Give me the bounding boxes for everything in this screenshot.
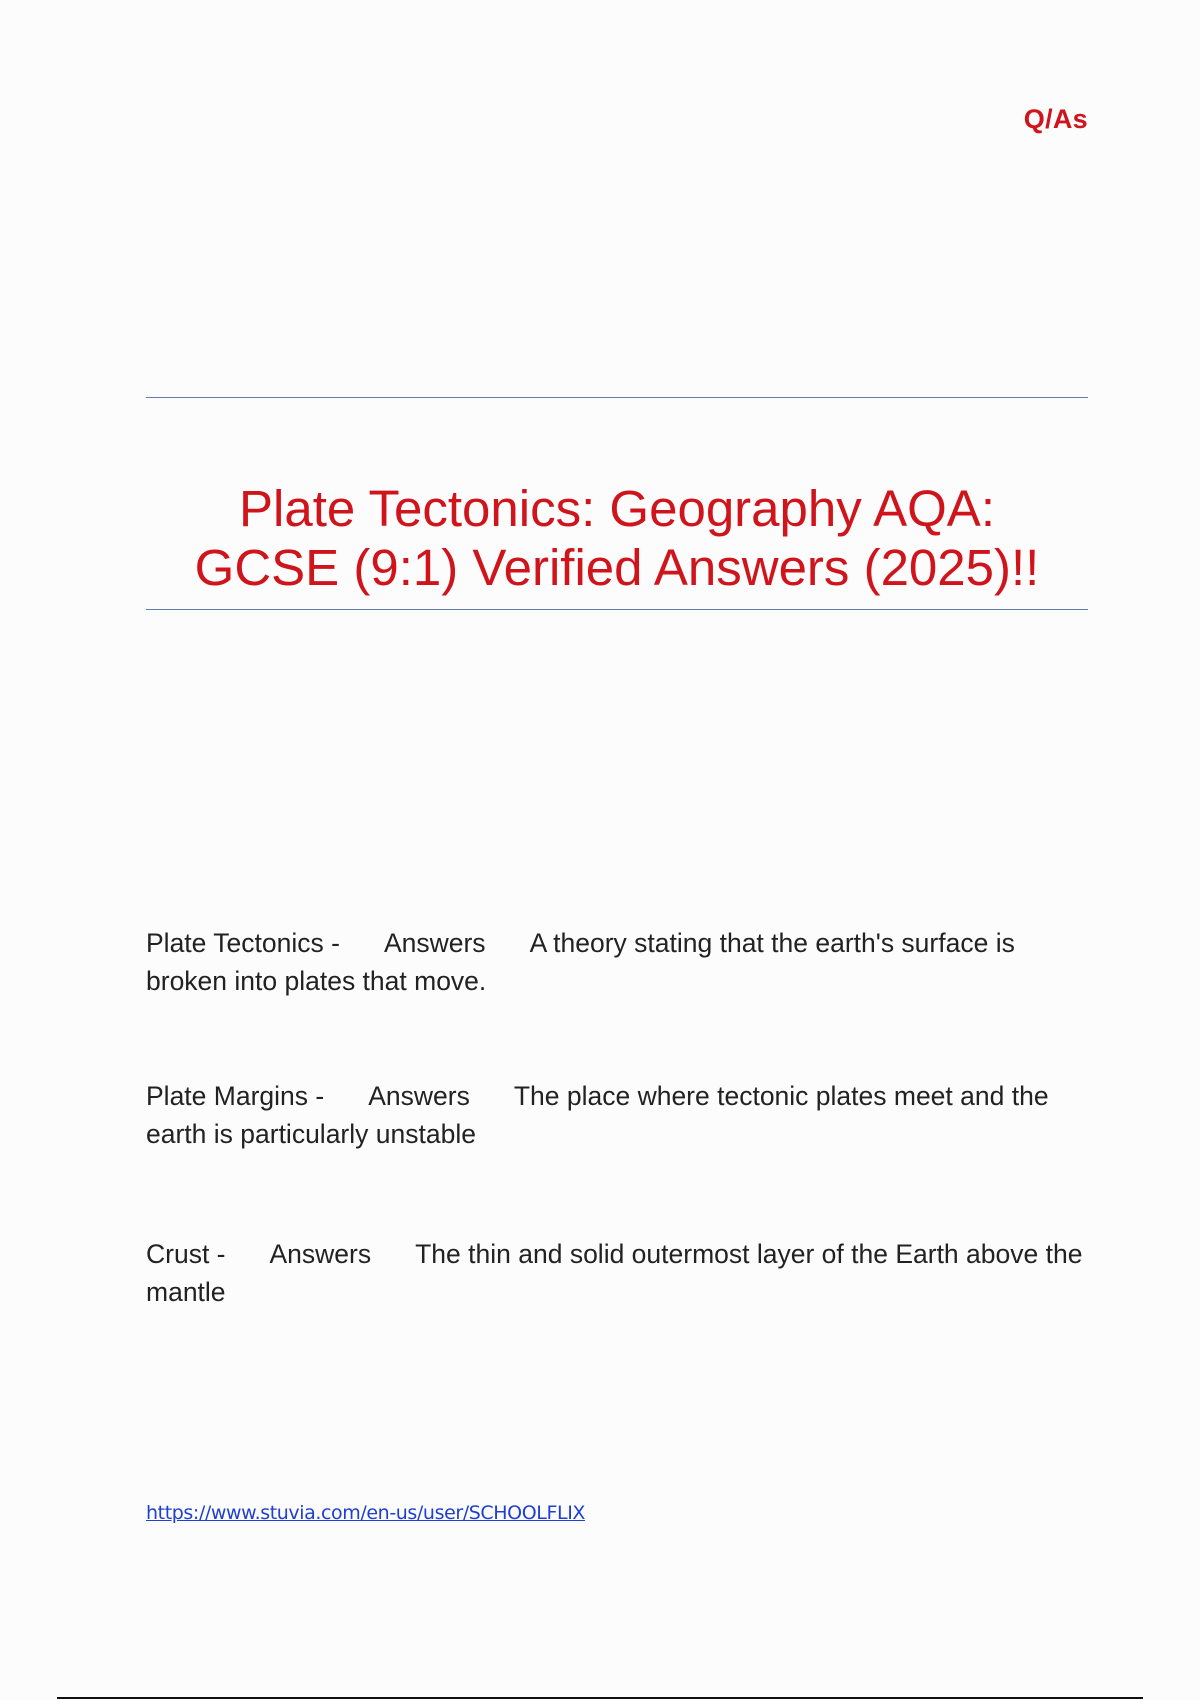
qa-answer: A theory stating that the earth's surface is broken into plates that move.	[146, 928, 1015, 996]
qa-list	[146, 924, 1086, 1388]
qa-item	[146, 1077, 1086, 1153]
qa-answer: The thin and solid outermost layer of the Earth above the mantle	[146, 1239, 1083, 1307]
qa-answer: The place where tectonic plates meet and the earth is particularly unstable	[146, 1081, 1049, 1149]
qa-answers-label: Answers	[368, 1081, 470, 1111]
qa-item	[146, 924, 1086, 1000]
qa-term: Crust -	[146, 1239, 226, 1269]
qa-answers-label: Answers	[383, 928, 486, 958]
qa-answers-label: Answers	[269, 1239, 372, 1269]
footer-rule	[57, 1697, 1143, 1699]
header-tag: Q/As	[1023, 104, 1088, 134]
title-line-2: GCSE (9:1) Verified Answers (2025)!!	[194, 539, 1040, 596]
qa-term: Plate Tectonics -	[146, 928, 340, 958]
document-title	[146, 479, 1088, 597]
title-rule-top	[146, 397, 1088, 398]
qa-item	[146, 1235, 1086, 1311]
title-rule-bottom	[146, 609, 1088, 610]
title-line-1: Plate Tectonics: Geography AQA:	[239, 480, 995, 537]
qa-term: Plate Margins -	[146, 1081, 325, 1111]
footer-profile-link[interactable]: https://www.stuvia.com/en-us/user/SCHOOLFLIX	[146, 1502, 586, 1524]
